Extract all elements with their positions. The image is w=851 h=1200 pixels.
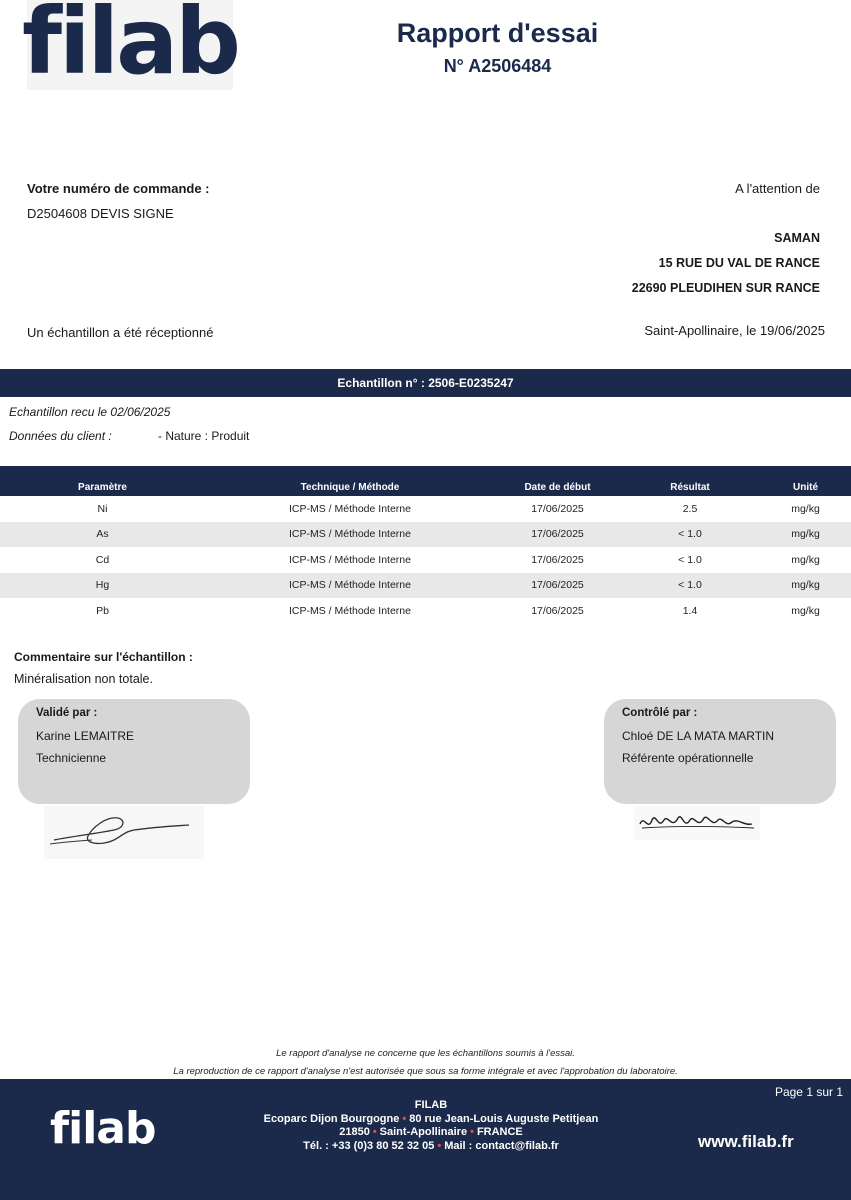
footer-company: FILAB [414,1099,448,1111]
footer-address-site: Ecoparc Dijon Bourgogne [263,1112,400,1125]
table-row [0,573,851,599]
footer-town: Saint-Apollinaire [379,1126,468,1138]
results-header-row [0,466,851,496]
cell-result: < 1.0 [620,522,760,548]
filab-logo [21,0,239,95]
report-number: N° A2506484 [443,56,552,76]
footer-phone: Tél. : +33 (0)3 80 52 32 05 [303,1139,435,1152]
cell-unit: mg/kg [791,604,820,617]
attention-label: A l'attention de [735,181,820,196]
footer-country: FRANCE [476,1126,523,1138]
sample-received-date: Echantillon recu le 02/06/2025 [9,405,171,419]
cell-start-date: 17/06/2025 [495,573,620,599]
separator-dot: • [402,1112,407,1125]
header-result: Résultat [620,466,760,496]
cell-start-date: 17/06/2025 [531,553,584,566]
page-indicator: Page 1 sur 1 [774,1085,843,1099]
validated-by-label: Validé par : [36,707,98,719]
footer-logo: filab [50,1103,156,1154]
cell-result: < 1.0 [620,573,760,599]
footer-address [230,1099,632,1153]
validator-role: Technicienne [36,751,107,765]
validated-by-box [18,699,250,804]
recipient-street: 15 RUE DU VAL DE RANCE [658,256,820,270]
controller-name: Chloé DE LA MATA MARTIN [622,729,775,743]
cell-unit: mg/kg [791,553,820,566]
logo-text: filab [21,0,239,95]
disclaimer-scope: Le rapport d'analyse ne concerne que les échantillons soumis à l'essai. [276,1048,575,1059]
table-row [0,598,851,624]
footer-email[interactable]: Mail : contact@filab.fr [444,1139,559,1152]
client-data-label: Données du client : [9,429,112,443]
cell-technique: ICP-MS / Méthode Interne [289,502,411,515]
signature-drawing [634,806,760,840]
cell-start-date: 17/06/2025 [531,604,584,617]
cell-technique: ICP-MS / Méthode Interne [289,604,411,617]
cell-start-date: 17/06/2025 [531,502,584,515]
footer-contact-line [230,1140,632,1154]
controlled-by-box [604,699,836,804]
comment-value: Minéralisation non totale. [14,672,153,686]
cell-technique: ICP-MS / Méthode Interne [205,573,495,599]
controller-signature [634,806,760,840]
header-parameter: Paramètre [0,466,205,496]
cell-result: 1.4 [682,604,698,617]
table-row [0,522,851,548]
cell-technique: ICP-MS / Méthode Interne [289,553,411,566]
header-start-date: Date de début [495,466,620,496]
footer-postcode: 21850 [339,1126,370,1138]
results-table [0,466,851,624]
cell-unit: mg/kg [760,573,851,599]
sample-received-note: Un échantillon a été réceptionné [27,325,214,340]
cell-parameter: As [0,522,205,548]
cell-parameter: Hg [0,573,205,599]
cell-start-date: 17/06/2025 [495,522,620,548]
validator-signature [44,806,204,859]
separator-dot: • [437,1139,442,1152]
cell-parameter: Pb [96,604,109,617]
header-unit: Unité [760,466,851,496]
disclaimer-reproduction: La reproduction de ce rapport d'analyse n'est autorisée que sous sa forme intégrale et avec l'approbation du laboratoire. [173,1066,678,1077]
cell-unit: mg/kg [791,502,820,515]
table-row [0,496,851,522]
place-and-date: Saint-Apollinaire, le 19/06/2025 [644,323,825,338]
order-number-value: D2504608 DEVIS SIGNE [27,206,174,221]
separator-dot: • [470,1126,474,1138]
footer-address-line2 [230,1126,632,1140]
signature-drawing [44,806,204,859]
order-number-label: Votre numéro de commande : [27,181,210,196]
footer-address-street: 80 rue Jean-Louis Auguste Petitjean [409,1112,599,1125]
separator-dot: • [372,1126,377,1138]
controller-role: Référente opérationnelle [622,751,754,765]
comment-label: Commentaire sur l'échantillon : [14,650,193,664]
cell-result: < 1.0 [678,553,702,566]
cell-unit: mg/kg [760,522,851,548]
cell-parameter: Ni [97,502,108,515]
sample-number-bar [0,369,851,397]
report-title: Rapport d'essai [396,18,599,48]
header-technique: Technique / Méthode [205,466,495,496]
footer-website-link[interactable]: www.filab.fr [698,1132,794,1151]
table-row [0,547,851,573]
validator-name: Karine LEMAITRE [36,729,135,743]
recipient-city: 22690 PLEUDIHEN SUR RANCE [631,281,820,295]
footer-address-line1 [230,1113,632,1127]
page-footer [0,1079,851,1200]
controlled-by-label: Contrôlé par : [622,707,698,719]
sample-number: Echantillon n° : 2506-E0235247 [337,376,514,390]
recipient-name: SAMAN [774,231,820,245]
cell-parameter: Cd [95,553,110,566]
cell-technique: ICP-MS / Méthode Interne [205,522,495,548]
client-data-value: - Nature : Produit [158,429,250,443]
cell-result: 2.5 [682,502,698,515]
